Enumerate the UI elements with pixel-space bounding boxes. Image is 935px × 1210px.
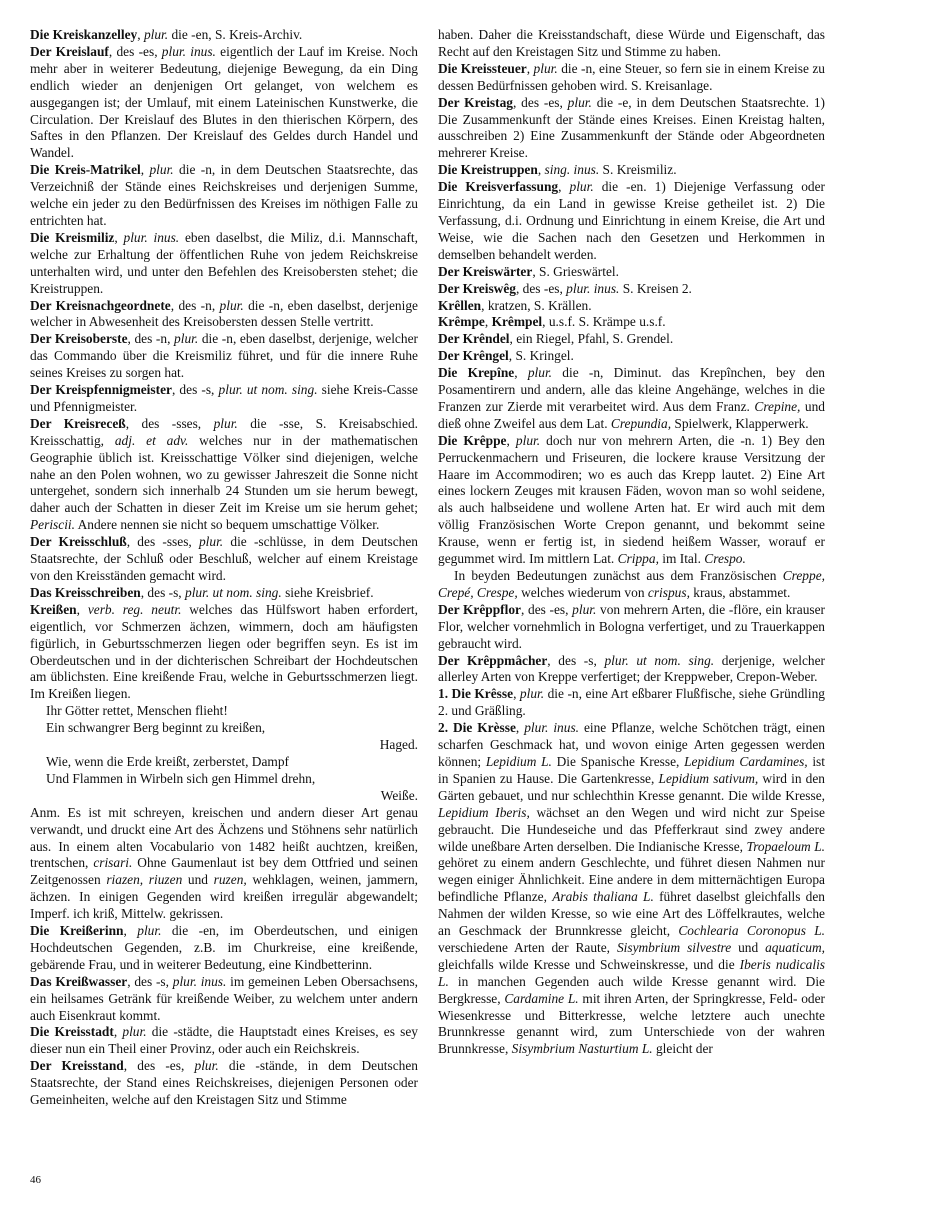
entry-italic: riazen, riuzen — [106, 872, 183, 888]
entry-text: S. Kreismiliz. — [599, 162, 677, 178]
dictionary-entry — [30, 1058, 418, 1109]
entry-italic: plur. — [122, 1024, 147, 1040]
entry-text: in manchen Gegenden auch wilde Kresse genannt wird. Die Bergkresse, — [438, 973, 825, 1006]
entry-text: welches wiederum von — [517, 584, 648, 600]
entry-italic: crisari. — [93, 855, 133, 871]
entry-text: ist in Spanien zu Hause. Die Gartenkresse, — [438, 753, 825, 786]
entry-text: Anm. Es ist mit schreyen, kreischen und andern dieser Art genau verwandt, und druckt eine Art des Ächzens und Stöhnens sehr natürlich aus. In einem alten Vocabulario von 1482 heißt auchtzen, kreißen, trentschen, — [30, 804, 418, 871]
entry-text: welches nur in der mathematischen Geographie üblich ist. Kreisschattige Völker sind diejenigen, welche nahe an den Polen wohnen, wo zu gewisser Jahreszeit die Sonne nicht untergehet, sondern sich innerhalb 24 Stunden um sie herum bewegt, daher auch der Schatten in dieser Zeit im Kreise um sie herum gehet; — [30, 432, 418, 516]
entry-italic: Cardamine L. — [504, 990, 579, 1006]
entry-italic: plur. — [143, 27, 169, 42]
entry-text: , — [114, 229, 124, 245]
entry-text: die -en, im Oberdeutschen, und einigen Hochdeutschen Gegenden, z.B. im Churkreise, eine kreißende, gebärende Frau, und in weiterer Bedeutung, eine Kindbetterinn. — [30, 923, 418, 972]
verse-line: Ein schwangrer Berg beginnt zu kreißen, — [46, 720, 266, 736]
dictionary-entry — [438, 433, 825, 568]
entry-text: führet daselbst gleichfalls den Nahmen der wilden Kresse, so wie eine Art des Löffelkrautes, welche an Geschmack der Brunnkresse gleicht, — [438, 889, 825, 939]
entry-text: im Ital. — [658, 551, 705, 567]
entry-italic: plur. — [527, 365, 553, 381]
entry-text: , des -es, — [108, 43, 162, 59]
entry-italic: plur. inus. — [172, 973, 227, 989]
entry-italic: plur. — [149, 162, 174, 178]
entry-text: , des -n, — [170, 297, 220, 313]
entry-text: siehe Kreisbrief. — [281, 584, 374, 600]
entry-italic: adj. et adv. — [114, 432, 189, 448]
entry-text: , des -sses, — [126, 534, 199, 550]
entry-text: , — [484, 314, 492, 330]
entry-italic: Lepidium Cardamines, — [684, 753, 808, 769]
dictionary-entry — [438, 568, 825, 602]
dictionary-entry — [30, 230, 418, 298]
entry-italic: plur. inus. — [161, 43, 216, 59]
entry-headword: Der Kreislauf — [30, 43, 109, 59]
entry-text: gleichfalls wilde Kresse und Schweinskresse, und die — [438, 956, 740, 972]
dictionary-entry — [30, 298, 418, 332]
entry-text: welches das Hülfswort haben erfordert, eigentlich, vor Schmerzen ächzen, wimmern, doch am häufigsten figürlich, in Geburtsschmerzen liegen oder begriffen seyn. Es ist im Oberdeutschen und in der dichterischen Schreibart der Hochdeutschen am üblichsten. Eine kreißende Frau, welche in Geburtsschmerzen liegt. Im Kreißen liegen. — [30, 601, 419, 702]
dictionary-entry — [30, 974, 418, 1025]
entry-text: siehe Kreis-Casse und Pfennigmeister. — [30, 382, 418, 414]
entry-italic: plur. — [572, 601, 597, 617]
entry-text: und — [182, 872, 214, 888]
entry-text: , — [506, 432, 516, 448]
entry-text: die -n, in dem Deutschen Staatsrechte, das Verzeichniß der Stände eines Reichskreises und derjenigen Summe, welche ein jeder zu den Bedürfnissen des Kreises im nöthigen Falle zu entrichten hat. — [30, 162, 419, 228]
entry-text: In beyden Bedeutungen zunächst aus dem Französischen — [454, 568, 783, 583]
dictionary-entry — [438, 179, 825, 264]
entry-text: die -schlüsse, in dem Deutschen Staatsrechte, der Schluß oder Beschluß, welcher auf einem Kreistage von den Kreisständen gemacht wird. — [30, 534, 419, 583]
entry-text: wird in den Gärten gebauet, und nur schlechthin Kresse genannt. Die wilde Kresse, — [438, 770, 825, 803]
entry-text: , S. Grieswärtel. — [532, 263, 619, 279]
entry-headword: Der Kreisnachgeordnete — [30, 297, 171, 313]
entry-headword: Der Krêndel — [438, 331, 510, 347]
verse-attribution: Haged. — [379, 737, 418, 753]
entry-text: , — [513, 686, 520, 702]
entry-text: , — [537, 162, 545, 178]
entry-text: die -n, eine Steuer, so fern sie in einem Kreise zu dessen Bedürfnissen gehoben wird. S. Kreisanlage. — [438, 60, 825, 93]
left-column — [30, 27, 418, 1109]
entry-text: die -n, Diminut. das Krepînchen, bey den Posamentirern und andern, alle das kleine Angehänge, welches in die Franzen zur Zierde mit verarbeitet wird. Aus dem Franz. — [438, 365, 825, 414]
entry-italic: plur. ut nom. sing. — [218, 382, 318, 398]
entry-italic: plur. inus. — [123, 229, 180, 245]
entry-text: im gemeinen Leben Obersachsens, ein heilsames Getränk für kreißende Weiber, zu welchem unter andern auch Eisenkraut kommt. — [30, 973, 419, 1023]
dictionary-entry — [30, 44, 418, 162]
entry-italic: plur. inus. — [566, 280, 620, 296]
entry-headword: Die Kreiskanzelley — [30, 27, 138, 42]
entry-text: , des -s, — [140, 584, 185, 600]
entry-text: die -sse, S. Kreisabschied. Kreisschattig, — [30, 415, 418, 448]
entry-text: kraus, abstammet. — [689, 584, 791, 600]
entry-headword: Die Krepîne — [438, 365, 515, 381]
dictionary-entry — [30, 1024, 418, 1058]
entry-text: die -stände, in dem Deutschen Staatsrechte, der Stand eines Reichskreises, diejenigen Personen oder Gemeinheiten, welche auf den Kreistagen Sitz und Stimme — [30, 1058, 418, 1108]
entry-text: , — [140, 162, 150, 178]
page-number: 46 — [30, 1174, 41, 1186]
entry-text: die -n, eine Art eßbarer Flußfische, siehe Gründling 2. und Gräßling. — [438, 686, 825, 719]
entry-headword: Der Kreiswärter — [438, 263, 533, 279]
dictionary-entry — [438, 365, 825, 433]
entry-headword: Die Kreisstadt — [30, 1024, 114, 1040]
entry-headword: Der Kreistag — [438, 94, 513, 110]
entry-italic: Iberis nudicalis L. — [438, 956, 825, 989]
entry-text: , — [515, 720, 525, 736]
entry-italic: Periscii. — [30, 517, 75, 533]
entry-text: , — [123, 923, 138, 939]
entry-headword: Der Kreispfennigmeister — [30, 382, 172, 398]
entry-italic: plur. inus. — [524, 720, 580, 736]
right-column — [438, 27, 825, 1058]
entry-text: derjenige, welcher allerley Arten von Kreppe verfertiget; der Kreppweber, Crepon-Weber. — [438, 652, 825, 685]
dictionary-entry — [30, 585, 418, 602]
entry-text: verschiedene Arten der Raute, — [438, 939, 617, 955]
entry-italic: crispus, — [647, 584, 690, 600]
entry-text: doch nur von mehrern Arten, die -n. 1) Bey den Perruckenmachern und Friseuren, die lockere krause Versitzung der Haare im Accommodiren; wo es auch das Krepp lautet. 2) Eine Art eines lockern Zeuges mit krausen Fäden, wovon man so wohl seidene, als auch halbseidene und wollene Arten hat. Er wird auch mit dem völlig Französischen Worte Crepon genannt, und bekommt seine Krause, wenn er fertig ist, in siedend heißem Wasser, worauf er gegummet wird. Im mittlern Lat. — [438, 432, 825, 567]
entry-text: , — [137, 27, 144, 42]
entry-text: haben. Daher die Kreisstandschaft, diese Würde und Eigenschaft, das Recht auf den Kreistagen Sitz und Stimme zu haben. — [438, 27, 825, 59]
entry-text: , des -es, — [123, 1058, 195, 1074]
dictionary-entry — [438, 686, 825, 720]
entry-headword: Die Kreistruppen — [438, 162, 538, 178]
entry-italic: Creppe, Crepé, Crespe, — [438, 568, 825, 600]
entry-headword: Krêmpe — [438, 314, 485, 330]
entry-italic: verb. reg. neutr. — [87, 601, 182, 617]
entry-text: die -n, eben daselbst, derjenige, welcher das Commando über die Kreismiliz führet, und für die innere Ruhe seines Kreises zu sorgen hat. — [30, 331, 418, 381]
entry-headword: Die Kreißerinn — [30, 923, 124, 939]
entry-italic: Crepine, — [754, 398, 801, 414]
entry-text: eben daselbst, die Miliz, d.i. Mannschaft, welche zur Erhaltung der öffentlichen Ruhe von jedem Reichskreise unterhalten wird, und unter den Befehlen des Kreisobersten stehet; die Kreistruppen. — [30, 229, 419, 296]
entry-text: , des -es, — [521, 601, 573, 617]
entry-text: wächset an den Wegen und wird nicht zur Speise gebraucht. Die Hundeseiche und das Pfefferkraut sind zwey andere wilde uneßbare Arten derselben. Die Indianische Kresse, — [438, 804, 825, 854]
entry-headword: Die Krêppe — [438, 432, 507, 448]
entry-italic: Lepidium sativum, — [658, 770, 759, 786]
dictionary-entry — [438, 95, 825, 163]
verse-quote — [30, 703, 418, 804]
entry-headword: Der Krêppflor — [438, 601, 521, 617]
entry-text: gehöret zu einem andern Geschlechte, und führet diesen Nahmen nur wegen einiger Ähnlichkeit. Eine andere in dem mitternächtigen Europa befindliche Pflanze, — [438, 855, 825, 905]
entry-text: und — [731, 939, 766, 955]
entry-text: Spielwerk, Klapperwerk. — [671, 415, 809, 431]
dictionary-entry — [438, 720, 825, 1058]
entry-headword: Die Kreisverfassung — [438, 179, 559, 195]
dictionary-entry — [438, 61, 825, 95]
entry-headword: Der Kreiswêg — [438, 280, 516, 296]
entry-headword: Das Kreisschreiben — [30, 584, 141, 600]
entry-italic: Arabis thaliana L. — [552, 889, 654, 905]
dictionary-entry — [30, 923, 418, 974]
entry-text: und dieß ohne Zweifel aus dem Lat. — [438, 398, 825, 431]
dictionary-entry — [30, 416, 418, 534]
entry-italic: plur. — [194, 1058, 219, 1074]
entry-italic: plur. — [567, 94, 592, 110]
entry-text: , des -es, — [513, 94, 568, 110]
entry-italic: sing. inus. — [544, 162, 600, 178]
entry-text: die -en. 1) Diejenige Verfassung oder Einrichtung, da ein Land in gewisse Kreise getheilet ist. 2) Die Verfassung, d.i. Ordnung und Einrichtung in einem Kreise, die Art und Weise, wie die Sachen nach den Gesetzen und Herkommen in demselben behandelt werden. — [438, 179, 825, 262]
dictionary-entry — [30, 534, 418, 585]
entry-italic: plur. ut nom. sing. — [185, 584, 282, 600]
dictionary-entry — [438, 281, 825, 298]
entry-headword: Der Kreisreceß — [30, 415, 126, 431]
dictionary-entry — [438, 331, 825, 348]
entry-headword: Krêllen — [438, 297, 482, 313]
entry-italic: Sisymbrium silvestre — [616, 939, 732, 955]
dictionary-entry — [30, 382, 418, 416]
dictionary-entry — [30, 805, 418, 923]
entry-text: eigentlich der Lauf im Kreise. Noch mehr aber in weiterer Bedeutung, diejenige Bewegung, da ein Ding endlich wieder an denjenigen Ort gelanget, von welchem es ausgegangen ist; der Umlauf, mit einem Lateinischen Kunstwerke, die Circulation. Der Kreislauf des Blutes in den thierischen Körpern, des Saftes in den Pflanzen. Der Kreislauf des Geldes durch Handel und Wandel. — [30, 43, 419, 161]
entry-headword: Der Kreisoberste — [30, 331, 128, 347]
entry-headword: Der Kreisstand — [30, 1058, 124, 1074]
entry-italic: plur. — [198, 534, 224, 550]
entry-text: die -en, S. Kreis-Archiv. — [168, 27, 303, 42]
entry-text: mit ihren Arten, der Springkresse, Feld- oder Wiesenkresse und Bitterkresse, welche letztere auch unechte Brunnkresse genannt wird, zum Unterschiede von der wahren Brunnkresse, — [438, 990, 825, 1057]
entry-text: Die Spanische Kresse, — [551, 753, 685, 769]
dictionary-entry — [30, 331, 418, 382]
verse-line: Wie, wenn die Erde kreißt, zerberstet, Dampf — [46, 753, 289, 769]
dictionary-entry — [438, 602, 825, 653]
dictionary-entry — [438, 653, 825, 687]
dictionary-entry — [438, 298, 825, 315]
entry-italic: plur. — [174, 331, 199, 347]
entry-text: , S. Kringel. — [508, 348, 574, 364]
entry-italic: aquaticum, — [765, 939, 825, 955]
entry-text: , des -s, — [127, 973, 173, 989]
entry-italic: Tropaeloum L. — [746, 838, 825, 854]
entry-text: eine Pflanze, welche Schötchen trägt, einen scharfen Geschmack hat, und wovon einige Arten gegessen werden können; — [438, 720, 826, 769]
entry-text: , des -es, — [515, 280, 567, 296]
dictionary-entry — [438, 162, 825, 179]
entry-text: S. Kreisen 2. — [619, 280, 692, 296]
entry-italic: plur. — [219, 297, 244, 313]
dictionary-entry — [438, 348, 825, 365]
entry-headword: 1. Die Krêsse — [438, 686, 514, 702]
entry-headword: Der Krêngel — [438, 348, 509, 364]
dictionary-entry — [30, 27, 418, 44]
entry-text: , — [113, 1024, 123, 1040]
entry-headword: Der Kreisschluß — [30, 534, 127, 550]
entry-headword: Die Kreismiliz — [30, 229, 115, 245]
entry-italic: Crippa, — [617, 551, 659, 567]
entry-italic: Crepundia, — [610, 415, 672, 431]
entry-italic: Lepidium L. — [485, 753, 552, 769]
entry-text: , — [526, 60, 534, 76]
entry-italic: plur. — [137, 923, 162, 939]
entry-text: gleicht der — [652, 1041, 713, 1057]
entry-headword: Das Kreißwasser — [30, 973, 128, 989]
entry-text: , — [558, 179, 570, 195]
entry-italic: Lepidium Iberis, — [438, 804, 530, 820]
verse-attribution: Weiße. — [380, 787, 418, 803]
entry-headword: Der Krêppmâcher — [438, 652, 548, 668]
entry-text: , — [76, 601, 88, 617]
entry-text: wehklagen, weinen, jammern, ächzen. In einigen Gegenden wird kreißen irregulär abgewandelt; Imperf. ich kriß, Mittelw. gekrissen. — [30, 872, 418, 922]
entry-text: die -e, in dem Deutschen Staatsrechte. 1) Die Zusammenkunft der Stände eines Kreises. Einen Kreistag halten, ausschreiben 2) Eine Zusammenkunft der Stände oder Abgeordneten mehrerer Kreise. — [438, 94, 825, 161]
dictionary-entry — [438, 264, 825, 281]
entry-text: die -n, eben daselbst, derjenige welcher in Abwesenheit des Kreisobersten dessen Stelle vertritt. — [30, 297, 418, 330]
entry-italic: Sisymbrium Nasturtium L. — [511, 1041, 653, 1057]
entry-text: , des -sses, — [125, 415, 214, 431]
verse-line: Ihr Götter rettet, Menschen flieht! — [46, 703, 228, 719]
entry-italic: Cochlearia Coronopus L. — [678, 923, 825, 939]
entry-text: , — [514, 365, 528, 381]
entry-italic: plur. — [515, 432, 541, 448]
entry-text: , u.s.f. S. Krämpe u.s.f. — [542, 314, 666, 330]
entry-text: die -städte, die Hauptstadt eines Kreises, es sey dieser nun ein Theil einer Provinz, oder auch ein Reichskreis. — [30, 1024, 418, 1057]
entry-italic: ruzen, — [213, 872, 247, 888]
entry-headword: Die Kreissteuer — [438, 60, 527, 76]
entry-text: Ohne Gaumenlaut ist bey dem Ottfried und seinen Zeitgenossen — [30, 855, 418, 888]
dictionary-entry — [30, 162, 418, 230]
verse-line: Und Flammen in Wirbeln sich gen Himmel drehn, — [46, 770, 316, 786]
entry-headword: Die Kreis-Matrikel — [30, 162, 141, 178]
entry-italic: plur. ut nom. sing. — [604, 652, 715, 668]
entry-italic: plur. — [533, 60, 558, 76]
entry-italic: plur. — [519, 686, 545, 702]
entry-italic: plur. — [213, 415, 238, 431]
dictionary-entry — [438, 27, 825, 61]
entry-text: , des -s, — [547, 652, 605, 668]
entry-text: Andere nennen sie nicht so bequem umschattige Völker. — [75, 517, 380, 533]
entry-headword: Krêmpel — [491, 314, 543, 330]
dictionary-entry — [438, 314, 825, 331]
entry-italic: plur. — [569, 179, 594, 195]
dictionary-entry — [30, 602, 418, 703]
entry-italic: Crespo. — [704, 551, 746, 567]
entry-headword: Kreißen — [30, 601, 77, 617]
entry-headword: 2. Die Krèsse — [438, 720, 516, 736]
entry-text: , kratzen, S. Krällen. — [481, 297, 592, 313]
entry-text: , des -s, — [171, 382, 219, 398]
entry-text: , des -n, — [127, 331, 175, 347]
entry-text: , ein Riegel, Pfahl, S. Grendel. — [509, 331, 674, 347]
entry-text: von mehrern Arten, die -flöre, ein krauser Flor, welcher vornehmlich in Bologna verfertiget, und zu Trauerkappen gebraucht wird. — [438, 601, 825, 651]
